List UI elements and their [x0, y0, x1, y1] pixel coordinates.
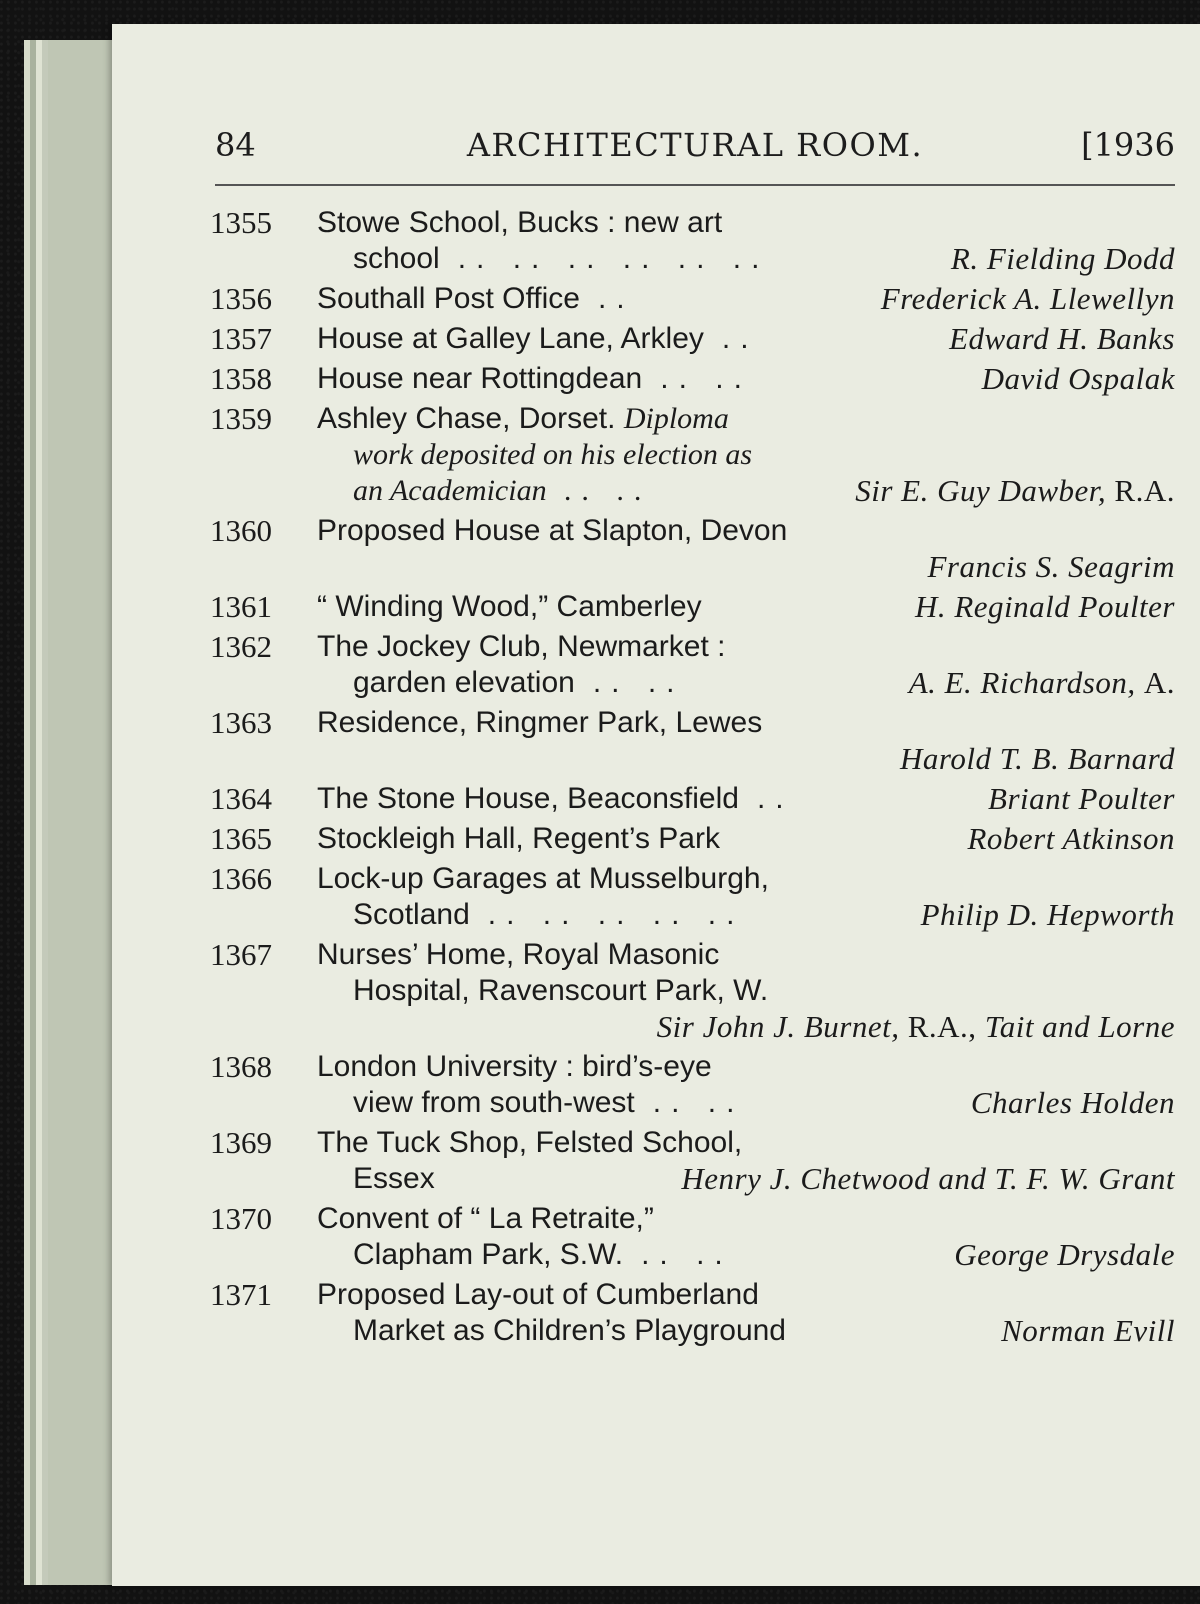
entry-title-cont: Essex: [353, 1162, 435, 1195]
catalogue-entry: [210, 1125, 1175, 1197]
catalogue-entry: [210, 629, 1175, 701]
entry-title-cont: Hospital, Ravenscourt Park, W.: [353, 974, 769, 1007]
catalogue-entry: [210, 281, 1175, 317]
catalogue-entry: [210, 1277, 1175, 1349]
entry-title: “ Winding Wood,” Camberley: [317, 590, 702, 623]
entry-architect: Francis S. Seagrim: [927, 549, 1175, 584]
leader-dots: .. ..: [592, 666, 685, 699]
entry-number: 1355: [210, 205, 272, 240]
leader-dots: .. ..: [641, 1238, 733, 1271]
leader-dots: .. .. .. .. ..: [487, 898, 745, 931]
entry-architect: George Drysdale: [954, 1237, 1175, 1272]
entry-architect: Norman Evill: [1001, 1313, 1175, 1348]
catalogue-entry: [210, 361, 1175, 397]
architect-suffix: R.A.: [1114, 473, 1175, 508]
catalogue-entry: [210, 401, 1175, 509]
entry-number: 1367: [210, 937, 272, 972]
entry-number: 1364: [210, 781, 272, 816]
entry-title: Residence, Ringmer Park, Lewes: [317, 706, 763, 739]
entry-number: 1359: [210, 401, 272, 436]
entry-number: 1357: [210, 321, 272, 356]
entry-title: House near Rottingdean: [317, 362, 643, 395]
entry-title-cont: view from south-west: [353, 1086, 635, 1119]
page-header: [215, 118, 1175, 178]
entry-title: The Tuck Shop, Felsted School,: [317, 1126, 743, 1159]
entry-title: Ashley Chase, Dorset.: [317, 402, 616, 435]
entry-architect: Henry J. Chetwood and T. F. W. Grant: [681, 1161, 1175, 1196]
architect-suffix: A.: [1143, 665, 1175, 700]
catalogue-entry: [210, 513, 1175, 585]
catalogue-entry: [210, 1049, 1175, 1121]
leader-dots: ..: [597, 282, 635, 315]
entry-number: 1356: [210, 281, 272, 316]
entry-number: 1363: [210, 705, 272, 740]
entry-architect: Sir John J. Burnet,: [656, 1009, 900, 1044]
entry-number: 1370: [210, 1201, 272, 1236]
catalogue-entry: [210, 205, 1175, 277]
entry-architect: David Ospalak: [981, 361, 1175, 396]
entry-architect-partner: Tait and Lorne: [984, 1009, 1175, 1044]
entry-architect: H. Reginald Poulter: [914, 589, 1175, 624]
leader-dots: .. .. .. .. .. ..: [457, 242, 770, 275]
entry-architect: Edward H. Banks: [949, 321, 1175, 356]
entry-number: 1368: [210, 1049, 272, 1084]
catalogue-entry: [210, 781, 1175, 817]
header-rule: [215, 184, 1175, 186]
entry-number: 1365: [210, 821, 272, 856]
entry-number: 1358: [210, 361, 272, 396]
entry-architect: Charles Holden: [970, 1085, 1175, 1120]
entry-title-cont: school: [353, 242, 440, 275]
running-title: ARCHITECTURAL ROOM.: [466, 126, 924, 164]
entry-number: 1366: [210, 861, 272, 896]
entry-number: 1362: [210, 629, 272, 664]
catalogue-entry: [210, 1201, 1175, 1273]
catalogue-entry: [210, 861, 1175, 933]
entry-title-italic: Diploma: [623, 402, 729, 435]
entry-title-cont: Scotland: [353, 898, 470, 931]
entry-number: 1361: [210, 589, 272, 624]
entry-number: 1371: [210, 1277, 272, 1312]
entry-architect: A. E. Richardson,: [908, 665, 1136, 700]
architect-suffix: R.A.,: [907, 1009, 977, 1044]
entry-architect: Harold T. B. Barnard: [900, 741, 1175, 776]
leader-dots: .. ..: [564, 474, 653, 507]
entry-number: 1369: [210, 1125, 272, 1160]
catalogue-entries: [210, 205, 1175, 1353]
catalogue-entry: [210, 321, 1175, 357]
entry-architect: Sir E. Guy Dawber,: [855, 473, 1107, 508]
catalogue-entry: [210, 821, 1175, 857]
entry-title: Stowe School, Bucks : new art: [317, 206, 723, 239]
leader-dots: ..: [756, 782, 794, 815]
entry-title: Southall Post Office: [317, 282, 580, 315]
entry-title-cont: work deposited on his election as: [353, 438, 753, 471]
leader-dots: .. ..: [652, 1086, 745, 1119]
catalogue-entry: [210, 705, 1175, 777]
entry-title: London University : bird’s-eye: [317, 1050, 712, 1083]
entry-title-cont: Market as Children’s Playground: [353, 1314, 786, 1347]
entry-title-cont: Clapham Park, S.W.: [353, 1238, 624, 1271]
entry-architect: Robert Atkinson: [967, 821, 1175, 856]
entry-title: House at Galley Lane, Arkley: [317, 322, 704, 355]
entry-architect: Philip D. Hepworth: [920, 897, 1175, 932]
entry-architect: R. Fielding Dodd: [950, 241, 1175, 276]
running-year: [1936: [1081, 126, 1175, 164]
catalogue-entry: [210, 937, 1175, 1045]
entry-title: Convent of “ La Retraite,”: [317, 1202, 654, 1235]
entry-title: Proposed House at Slapton, Devon: [317, 514, 788, 547]
catalogue-entry: [210, 589, 1175, 625]
leader-dots: .. ..: [660, 362, 752, 395]
leader-dots: ..: [721, 322, 759, 355]
entry-title: The Jockey Club, Newmarket :: [317, 630, 726, 663]
entry-title-cont: an Academician: [353, 474, 547, 507]
entry-title: Nurses’ Home, Royal Masonic: [317, 938, 720, 971]
entry-title: Proposed Lay-out of Cumberland: [317, 1278, 759, 1311]
page-number: 84: [215, 126, 256, 164]
entry-title: Lock-up Garages at Musselburgh,: [317, 862, 769, 895]
entry-title: Stockleigh Hall, Regent’s Park: [317, 822, 720, 855]
entry-number: 1360: [210, 513, 272, 548]
entry-architect: Briant Poulter: [988, 781, 1175, 816]
entry-architect: Frederick A. Llewellyn: [880, 281, 1175, 316]
entry-title-cont: garden elevation: [353, 666, 575, 699]
entry-title: The Stone House, Beaconsfield: [317, 782, 739, 815]
